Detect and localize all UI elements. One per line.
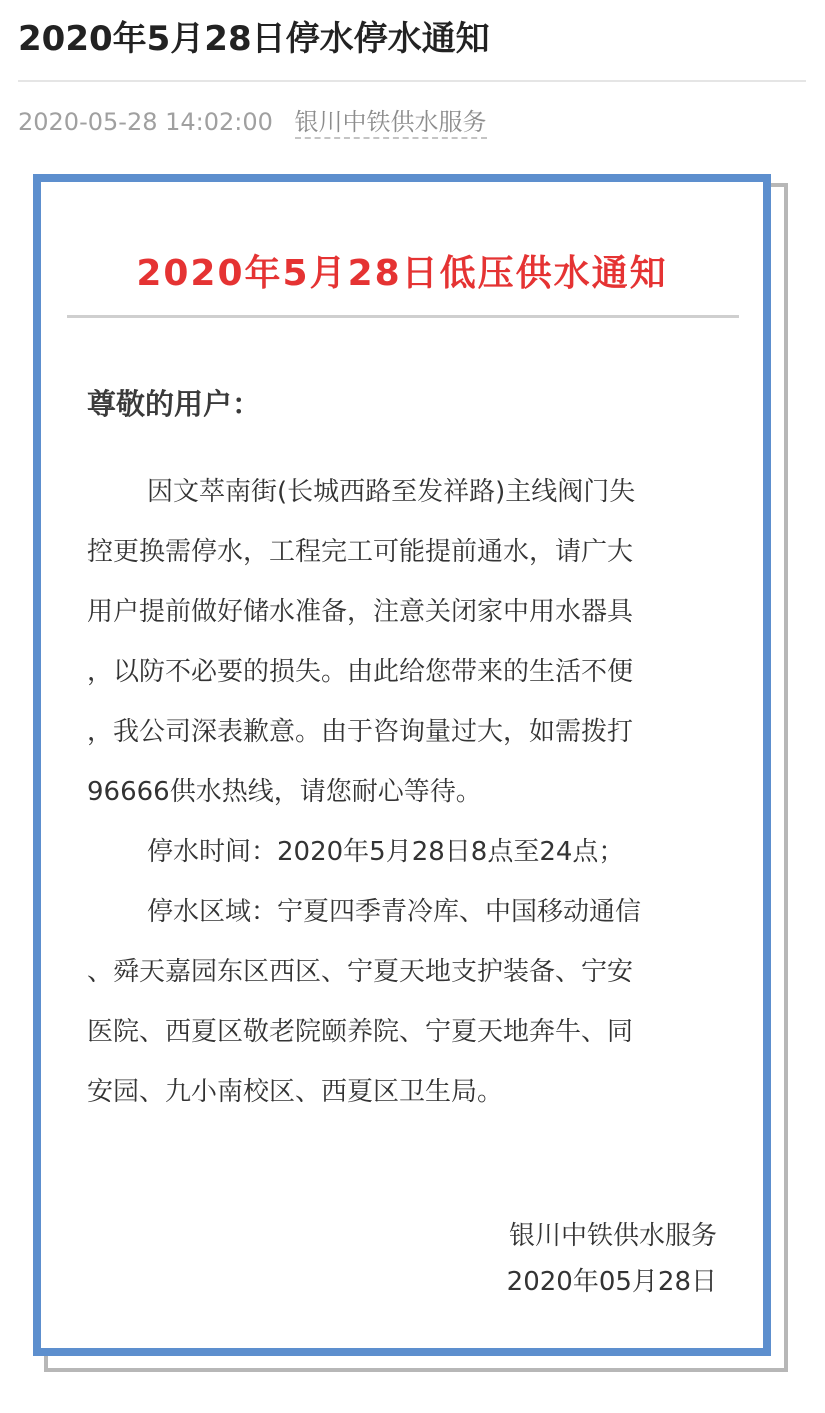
notice-title: 2020年5月28日低压供水通知	[136, 253, 668, 294]
notice-body	[87, 462, 727, 1122]
article-title: 2020年5月28日停水停水通知	[18, 19, 490, 59]
body-line: 因文萃南街(长城西路至发祥路)主线阀门失	[147, 477, 636, 507]
notice-divider	[67, 315, 739, 318]
body-line: 用户提前做好储水准备，注意关闭家中用水器具	[87, 597, 634, 627]
outage-area-line: 停水区域：宁夏四季青冷库、中国移动通信	[147, 897, 642, 927]
salutation: 尊敬的用户：	[87, 387, 262, 421]
body-line: ，以防不必要的损失。由此给您带来的生活不便	[87, 657, 634, 687]
body-line: 96666供水热线，请您耐心等待。	[87, 777, 482, 807]
signature	[507, 1213, 717, 1305]
outage-area-line: 医院、西夏区敬老院颐养院、宁夏天地奔牛、同	[87, 1017, 634, 1047]
article-meta	[18, 104, 487, 140]
author-link[interactable]: 银川中铁供水服务	[295, 108, 487, 139]
outage-time: 停水时间：2020年5月28日8点至24点；	[147, 837, 625, 867]
outage-area-line: 安园、九小南校区、西夏区卫生局。	[87, 1077, 504, 1107]
body-line: ，我公司深表歉意。由于咨询量过大，如需拨打	[87, 717, 634, 747]
title-divider	[18, 80, 806, 82]
publish-date: 2020-05-28 14:02:00	[18, 108, 273, 136]
notice-card	[33, 174, 771, 1356]
body-line: 控更换需停水，工程完工可能提前通水，请广大	[87, 537, 634, 567]
signature-organization: 银川中铁供水服务	[508, 1221, 717, 1251]
outage-area-line: 、舜天嘉园东区西区、宁夏天地支护装备、宁安	[87, 957, 634, 987]
signature-date: 2020年05月28日	[506, 1267, 717, 1297]
